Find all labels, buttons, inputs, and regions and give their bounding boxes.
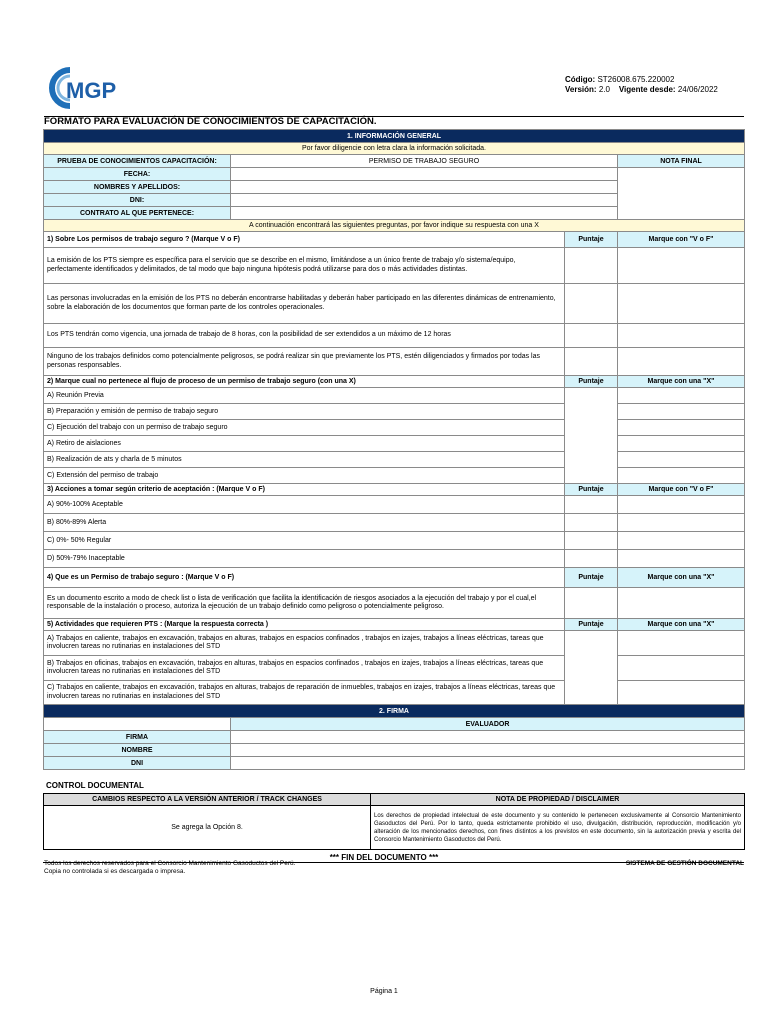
instruction-text: A continuación encontrará las siguientes preguntas, por favor indique su respuesta con una X	[44, 220, 745, 232]
q1-title: 1) Sobre Los permisos de trabajo seguro ? (Marque V o F)	[44, 232, 565, 248]
end-of-document: *** FIN DEL DOCUMENTO ***	[329, 853, 439, 862]
section1-header: 1. INFORMACIÓN GENERAL	[44, 130, 745, 143]
nombre-label: NOMBRE	[44, 744, 231, 757]
disclaimer-header: NOTA DE PROPIEDAD / DISCLAIMER	[371, 794, 745, 806]
q3-puntaje-cell[interactable]	[565, 550, 618, 568]
q2-option: C) Ejecución del trabajo con un permiso de trabajo seguro	[44, 420, 565, 436]
section2-header: 2. FIRMA	[44, 705, 745, 718]
q1-answer-cell[interactable]	[618, 248, 745, 284]
rights-text: Todos los derechos reservados para el Consorcio Mantenimiento Gasoductos del Perú.	[44, 860, 296, 867]
svg-text:MGP: MGP	[66, 78, 117, 103]
version-value: 2.0	[598, 85, 610, 94]
q3-answer-cell[interactable]	[618, 514, 745, 532]
q4-answer-cell[interactable]	[618, 588, 745, 619]
q5-option: C) Trabajos en caliente, trabajos en excavación, trabajos en alturas, trabajos de reparación de inmuebles, trabajos en izajes, trabajos a líneas eléctricas, tareas que involucren tareas no rutinarias en instalaciones del STD	[44, 681, 565, 705]
control-table	[43, 793, 744, 850]
evaluador-dni-label: DNI	[44, 757, 231, 770]
q3-puntaje-cell[interactable]	[565, 496, 618, 514]
q1-puntaje-header: Puntaje	[565, 232, 618, 248]
q4-title: 4) Que es un Permiso de trabajo seguro : (Marque V o F)	[44, 568, 565, 588]
dni-field[interactable]	[231, 194, 618, 207]
q4-marque-header: Marque con una "X"	[618, 568, 745, 588]
q1-puntaje-cell[interactable]	[565, 248, 618, 284]
q5-option: A) Trabajos en caliente, trabajos en excavación, trabajos en alturas, trabajos en espacios confinados , trabajos en izajes, trabajos a líneas eléctricas, tareas que involucren tareas no rutinarias en instalaciones del STD	[44, 631, 565, 656]
section1-note: Por favor diligencie con letra clara la información solicitada.	[44, 143, 745, 155]
page-number: Página 1	[370, 988, 398, 995]
q3-answer-cell[interactable]	[618, 550, 745, 568]
q1-puntaje-cell[interactable]	[565, 324, 618, 348]
q4-item: Es un documento escrito a modo de check list o lista de verificación que facilita la identificación de riesgos asociados a la ejecución del trabajo y por el cual,el responsable de la instalación o proceso, autoriza la ejecución de un trabajo definido como peligroso o potencialmente peligroso.	[44, 588, 565, 619]
copy-text: Copia no controlada si es descargada o impresa.	[44, 868, 186, 875]
document-info	[565, 75, 718, 95]
nombres-label: NOMBRES Y APELLIDOS:	[44, 181, 231, 194]
nota-final-label: NOTA FINAL	[618, 155, 745, 168]
q5-option: B) Trabajos en oficinas, trabajos en excavación, trabajos en alturas, trabajos en espacios confinados , trabajos en izajes, trabajos a líneas eléctricas, tareas que involucren tareas no rutinarias en instalaciones del STD	[44, 656, 565, 681]
q1-answer-cell[interactable]	[618, 324, 745, 348]
fecha-label: FECHA:	[44, 168, 231, 181]
dni-label: DNI:	[44, 194, 231, 207]
control-title: CONTROL DOCUMENTAL	[46, 781, 144, 790]
q2-title: 2) Marque cual no pertenece al flujo de proceso de un permiso de trabajo seguro (con una X)	[44, 376, 565, 388]
prueba-value[interactable]: PERMISO DE TRABAJO SEGURO	[231, 155, 618, 168]
q1-item: Las personas involucradas en la emisión de los PTS no deberán encontrarse habilitadas y deberán haber participado en las diferentes dinámicas de entrenamiento, sobre la elaboración de los documentos que forman parte de los controles operacionales.	[44, 284, 565, 324]
q2-marque-header: Marque con una "X"	[618, 376, 745, 388]
contrato-field[interactable]	[231, 207, 618, 220]
codigo-value: ST26008.675.220002	[597, 75, 675, 84]
q2-answer-cell[interactable]	[618, 388, 745, 404]
version-label: Versión:	[565, 85, 597, 94]
q5-answer-cell[interactable]	[618, 656, 745, 681]
system-text: SISTEMA DE GESTIÓN DOCUMENTAL	[625, 860, 744, 867]
q4-puntaje-cell[interactable]	[565, 588, 618, 619]
company-logo	[48, 66, 132, 110]
fecha-field[interactable]	[231, 168, 618, 181]
evaluador-dni-field[interactable]	[231, 757, 745, 770]
vigente-value: 24/06/2022	[677, 85, 718, 94]
q1-item: La emisión de los PTS siempre es específica para el servicio que se describe en el mismo, limitándose a un único frente de trabajo y/o sistema/equipo, perfectamente identificados y delimitados, de tal modo que bajo ninguna hipótesis podrá utilizarse para dos o más actividades distintas.	[44, 248, 565, 284]
prueba-label: PRUEBA DE CONOCIMIENTOS CAPACITACIÓN:	[44, 155, 231, 168]
contrato-label: CONTRATO AL QUE PERTENECE:	[44, 207, 231, 220]
q3-puntaje-cell[interactable]	[565, 532, 618, 550]
q4-puntaje-header: Puntaje	[565, 568, 618, 588]
q2-answer-cell[interactable]	[618, 436, 745, 452]
q2-option: A) Reunión Previa	[44, 388, 565, 404]
q2-answer-cell[interactable]	[618, 404, 745, 420]
q3-answer-cell[interactable]	[618, 532, 745, 550]
evaluador-spacer	[44, 718, 231, 731]
evaluador-header: EVALUADOR	[231, 718, 745, 731]
q1-marque-header: Marque con "V o F"	[618, 232, 745, 248]
q1-answer-cell[interactable]	[618, 348, 745, 376]
changes-header: CAMBIOS RESPECTO A LA VERSIÓN ANTERIOR / TRACK CHANGES	[44, 794, 371, 806]
q2-answer-cell[interactable]	[618, 452, 745, 468]
q3-option: D) 50%-79% Inaceptable	[44, 550, 565, 568]
q1-item: Ninguno de los trabajos definidos como potencialmente peligrosos, se podrá realizar sin que previamente los PTS, estén diligenciados y firmados por todas las personas responsables.	[44, 348, 565, 376]
codigo-label: Código:	[565, 75, 596, 84]
q3-marque-header: Marque con "V o F"	[618, 484, 745, 496]
q1-item: Los PTS tendrán como vigencia, una jornada de trabajo de 8 horas, con la posibilidad de ser extendidos a un máximo de 12 horas	[44, 324, 565, 348]
q1-puntaje-cell[interactable]	[565, 284, 618, 324]
q5-puntaje-cell[interactable]	[565, 631, 618, 705]
q3-option: A) 90%-100% Aceptable	[44, 496, 565, 514]
q2-puntaje-header: Puntaje	[565, 376, 618, 388]
firma-field[interactable]	[231, 731, 745, 744]
q3-answer-cell[interactable]	[618, 496, 745, 514]
q1-puntaje-cell[interactable]	[565, 348, 618, 376]
q5-title: 5) Actividades que requieren PTS : (Marque la respuesta correcta )	[44, 619, 565, 631]
q3-puntaje-cell[interactable]	[565, 514, 618, 532]
q3-option: B) 80%-89% Alerta	[44, 514, 565, 532]
evaluation-form	[43, 129, 744, 770]
q2-option: A) Retiro de aislaciones	[44, 436, 565, 452]
q2-puntaje-cell[interactable]	[565, 388, 618, 484]
document-title: FORMATO PARA EVALUACIÓN DE CONOCIMIENTOS DE CAPACITACIÓN.	[44, 116, 377, 127]
q2-option: B) Preparación y emisión de permiso de trabajo seguro	[44, 404, 565, 420]
q5-marque-header: Marque con una "X"	[618, 619, 745, 631]
q1-answer-cell[interactable]	[618, 284, 745, 324]
footer-notes	[44, 860, 295, 876]
q3-puntaje-header: Puntaje	[565, 484, 618, 496]
q2-answer-cell[interactable]	[618, 420, 745, 436]
q5-answer-cell[interactable]	[618, 631, 745, 656]
q3-title: 3) Acciones a tomar según criterio de aceptación : (Marque V o F)	[44, 484, 565, 496]
q3-option: C) 0%- 50% Regular	[44, 532, 565, 550]
nombre-field[interactable]	[231, 744, 745, 757]
nombres-field[interactable]	[231, 181, 618, 194]
q2-option: C) Extensión del permiso de trabajo	[44, 468, 565, 484]
disclaimer-text: Los derechos de propiedad intelectual de este documento y su contenido le pertenecen exclusivamente al Consorcio Mantenimiento Gasoductos del Perú. Por lo tanto, queda estrictamente prohibido el uso, divulgación, distribución, reproducción, modificación y/o alteración de los mencionados derechos, con fines distintos a los previstos en este documento, sin la autorización previa y escrita del Consorcio Mantenimiento Gasoductos del Perú.	[371, 806, 745, 850]
q5-answer-cell[interactable]	[618, 681, 745, 705]
q5-puntaje-header: Puntaje	[565, 619, 618, 631]
q2-option: B) Realización de ats y charla de 5 minutos	[44, 452, 565, 468]
nota-final-field[interactable]	[618, 168, 745, 220]
q2-answer-cell[interactable]	[618, 468, 745, 484]
firma-label: FIRMA	[44, 731, 231, 744]
change-text: Se agrega la Opción 8.	[44, 806, 371, 850]
vigente-label: Vigente desde:	[618, 85, 676, 94]
